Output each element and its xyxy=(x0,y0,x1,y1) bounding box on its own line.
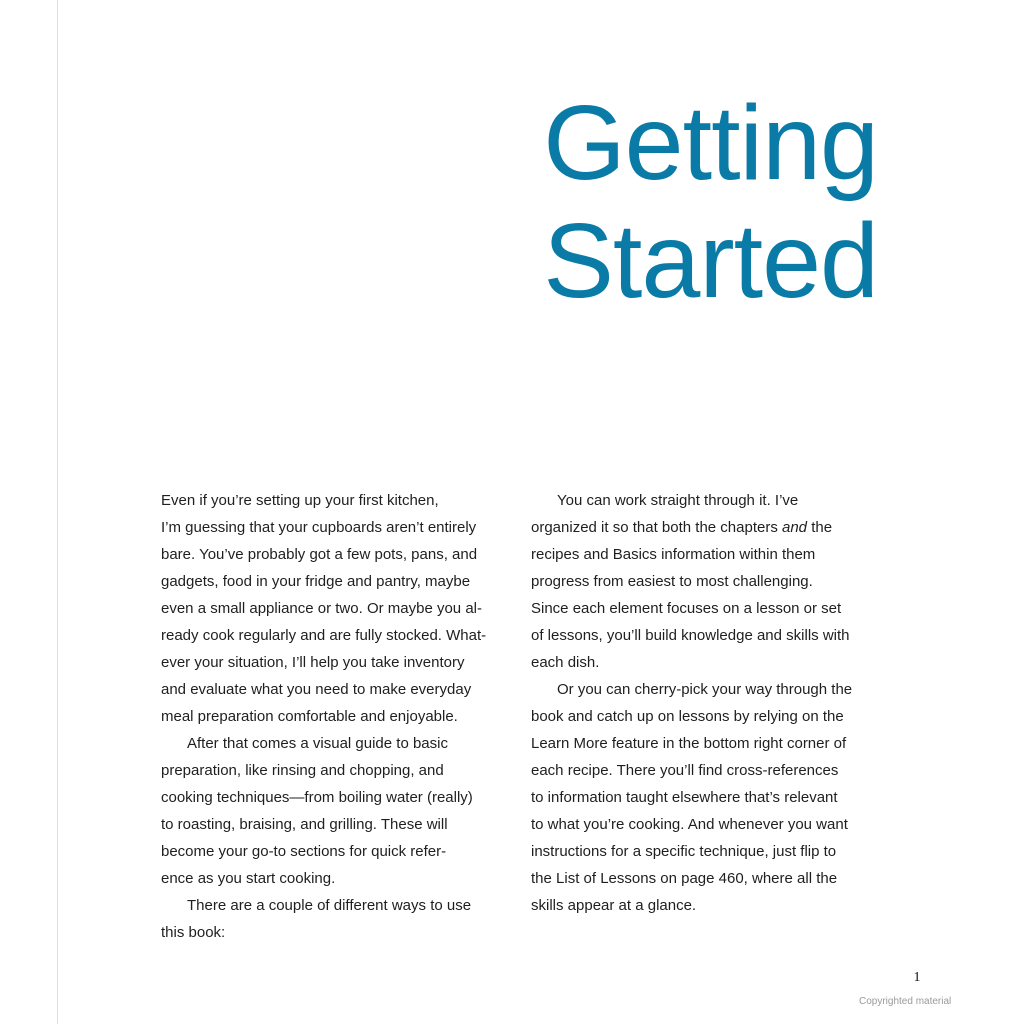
body-line: I’m guessing that your cupboards aren’t entirely xyxy=(161,519,477,536)
body-line: this book: xyxy=(161,924,226,941)
body-column-left xyxy=(161,487,511,946)
body-line: bare. You’ve probably got a few pots, pans, and xyxy=(161,546,478,563)
body-line: recipes and Basics information within them xyxy=(531,546,816,563)
body-line: progress from easiest to most challenging. xyxy=(531,573,813,590)
body-line: Learn More feature in the bottom right corner of xyxy=(531,735,847,752)
body-text-run: organized it so that both the chapters xyxy=(531,519,782,536)
page-gutter-line xyxy=(57,0,58,1024)
body-line: each recipe. There you’ll find cross-references xyxy=(531,762,839,779)
body-line: ever your situation, I’ll help you take inventory xyxy=(161,654,465,671)
body-line: Since each element focuses on a lesson or set xyxy=(531,600,842,617)
body-line: There are a couple of different ways to use xyxy=(187,897,472,914)
body-line: the List of Lessons on page 460, where all the xyxy=(531,870,838,887)
body-line: meal preparation comfortable and enjoyable. xyxy=(161,708,458,725)
body-line: instructions for a specific technique, just flip to xyxy=(531,843,837,860)
body-column-right xyxy=(531,487,876,919)
body-line: to what you’re cooking. And whenever you want xyxy=(531,816,848,833)
body-line: each dish. xyxy=(531,654,600,671)
body-line: You can work straight through it. I’ve xyxy=(557,492,799,509)
body-line: preparation, like rinsing and chopping, and xyxy=(161,762,444,779)
body-line: cooking techniques—from boiling water (really) xyxy=(161,789,473,806)
body-line: even a small appliance or two. Or maybe you al- xyxy=(161,600,482,617)
body-text-run: the xyxy=(807,519,833,536)
chapter-title-line-1: Getting xyxy=(543,84,878,202)
body-line: skills appear at a glance. xyxy=(531,897,697,914)
page-number: 1 xyxy=(913,970,921,985)
body-line: gadgets, food in your fridge and pantry, maybe xyxy=(161,573,471,590)
body-line: to information taught elsewhere that’s relevant xyxy=(531,789,838,806)
body-line: to roasting, braising, and grilling. These will xyxy=(161,816,448,833)
body-line: ence as you start cooking. xyxy=(161,870,336,887)
body-line: Even if you’re setting up your first kitchen, xyxy=(161,492,439,509)
copyright-watermark: Copyrighted material xyxy=(859,996,952,1007)
body-line: ready cook regularly and are fully stocked. What- xyxy=(161,627,487,644)
body-line: After that comes a visual guide to basic xyxy=(187,735,448,752)
body-line: and evaluate what you need to make everyday xyxy=(161,681,472,698)
body-line xyxy=(531,514,876,541)
body-line: become your go-to sections for quick refer- xyxy=(161,843,447,860)
emphasis-text: and xyxy=(782,519,808,536)
chapter-title xyxy=(543,84,878,320)
chapter-title-line-2: Started xyxy=(543,202,878,320)
body-line: of lessons, you’ll build knowledge and skills with xyxy=(531,627,850,644)
body-line: book and catch up on lessons by relying on the xyxy=(531,708,844,725)
body-line: Or you can cherry-pick your way through the xyxy=(557,681,853,698)
